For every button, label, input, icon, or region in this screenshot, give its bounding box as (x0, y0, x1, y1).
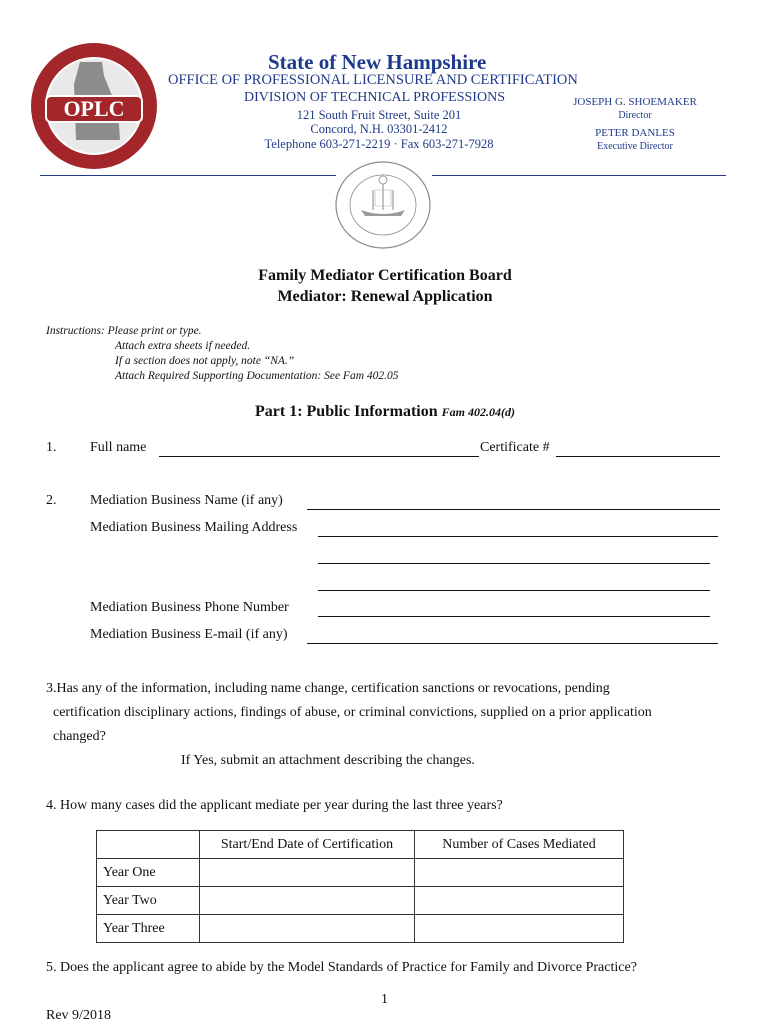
exec-director-name: PETER DANLES (595, 127, 675, 139)
cases-count-cell[interactable] (415, 859, 624, 887)
cases-table (96, 830, 624, 943)
q2-number: 2. (46, 493, 57, 508)
year-label: Year One (97, 859, 200, 887)
revision-date: Rev 9/2018 (46, 1008, 111, 1023)
certificate-field[interactable] (556, 456, 720, 457)
mailing-address-field-3[interactable] (318, 590, 710, 591)
part1-ref: Fam 402.04(d) (441, 405, 515, 419)
instruction-item: If a section does not apply, note “NA.” (115, 355, 295, 367)
certification-dates-cell[interactable] (200, 887, 415, 915)
table-header-cell: Start/End Date of Certification (200, 831, 415, 859)
email-field[interactable] (307, 643, 718, 644)
state-title: State of New Hampshire (268, 50, 487, 74)
q4-text: 4. How many cases did the applicant mediate per year during the last three years? (46, 798, 503, 813)
mailing-address-field-1[interactable] (318, 536, 718, 537)
page-number: 1 (381, 992, 388, 1007)
cases-count-cell[interactable] (415, 887, 624, 915)
oplc-logo-text: OPLC (63, 96, 125, 121)
phone-line: Telephone 603-271-2219 · Fax 603-271-7928 (264, 137, 494, 151)
mailing-address-field-2[interactable] (318, 563, 710, 564)
full-name-label: Full name (90, 440, 147, 455)
instruction-item: Attach Required Supporting Documentation: See Fam 402.05 (115, 370, 399, 382)
form-title-line-2: Mediator: Renewal Application (277, 288, 493, 305)
table-row (97, 915, 624, 943)
phone-label: Mediation Business Phone Number (90, 600, 289, 615)
certification-dates-cell[interactable] (200, 915, 415, 943)
exec-director-title: Executive Director (597, 141, 673, 152)
office-name: OFFICE OF PROFESSIONAL LICENSURE AND CERTIFICATION (168, 72, 578, 88)
instructions-label: Instructions: Please print or type. (46, 325, 202, 337)
table-row (97, 859, 624, 887)
instruction-item: Attach extra sheets if needed. (115, 340, 251, 352)
oplc-logo (28, 40, 160, 172)
mailing-address-label: Mediation Business Mailing Address (90, 520, 298, 535)
form-title-line-1: Family Mediator Certification Board (258, 267, 512, 284)
certificate-label: Certificate # (480, 440, 550, 455)
table-header-cell: Number of Cases Mediated (415, 831, 624, 859)
q3-text-line-2: certification disciplinary actions, findings of abuse, or criminal convictions, supplied on a prior application (53, 705, 652, 720)
q3-note: If Yes, submit an attachment describing the changes. (181, 753, 475, 768)
address-line-2: Concord, N.H. 03301-2412 (310, 122, 448, 136)
header-rule-right (432, 175, 726, 176)
address-line-1: 121 South Fruit Street, Suite 201 (296, 108, 462, 122)
business-name-label: Mediation Business Name (if any) (90, 493, 283, 508)
division-name: DIVISION OF TECHNICAL PROFESSIONS (244, 90, 505, 105)
table-header-cell (97, 831, 200, 859)
phone-field[interactable] (318, 616, 710, 617)
q3-text-line-1: 3.Has any of the information, including name change, certification sanctions or revocations, pending (46, 681, 610, 696)
table-header-row (97, 831, 624, 859)
certification-dates-cell[interactable] (200, 859, 415, 887)
header-rule-left (40, 175, 336, 176)
part1-title: Part 1: Public Information (255, 403, 438, 420)
q3-text-line-3: changed? (53, 729, 106, 744)
q1-number: 1. (46, 440, 57, 455)
state-seal (333, 160, 433, 250)
year-label: Year Two (97, 887, 200, 915)
table-row (97, 887, 624, 915)
director-title: Director (618, 110, 652, 121)
director-name: JOSEPH G. SHOEMAKER (573, 96, 697, 108)
email-label: Mediation Business E-mail (if any) (90, 627, 288, 642)
q5-text: 5. Does the applicant agree to abide by the Model Standards of Practice for Family and Divorce Practice? (46, 960, 637, 975)
part1-heading (0, 403, 770, 421)
cases-count-cell[interactable] (415, 915, 624, 943)
year-label: Year Three (97, 915, 200, 943)
business-name-field[interactable] (307, 509, 720, 510)
full-name-field[interactable] (159, 456, 479, 457)
